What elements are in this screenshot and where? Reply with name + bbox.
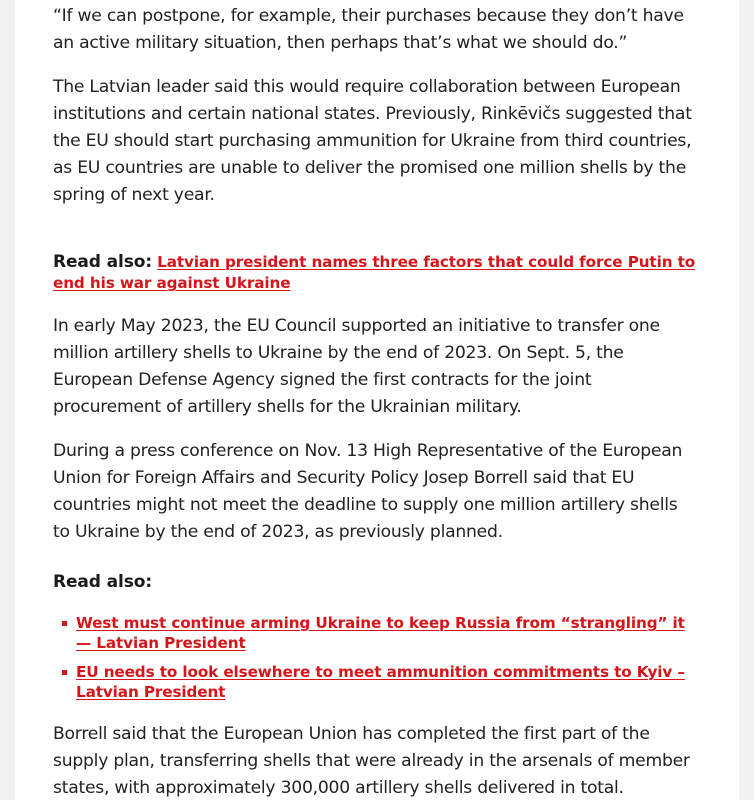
read-also-label: Read also: [53,252,153,272]
list-item [53,613,699,653]
read-also-block-1 [53,252,699,294]
read-also-link-west-arming[interactable]: West must continue arming Ukraine to keep Russia from “strangling” it — Latvian President [76,614,685,652]
read-also-label: Read also: [53,572,153,592]
read-also-link-eu-ammunition[interactable]: EU needs to look elsewhere to meet ammunition commitments to Kyiv – Latvian President [76,663,685,701]
article-body [15,0,739,800]
read-also-list [53,613,699,711]
bullet-square-icon [62,621,67,626]
paragraph-eu-council: In early May 2023, the EU Council supported an initiative to transfer one million artillery shells to Ukraine by the end of 2023. On Sept. 5, the European Defense Agency signed the first contracts for the joint procurement of artillery shells for the Ukrainian military. [53,316,660,417]
paragraph-borrell-press: During a press conference on Nov. 13 High Representative of the European Union for Foreign Affairs and Security Policy Josep Borrell said that EU countries might not meet the deadline to supply one million artillery shells to Ukraine by the end of 2023, as previously planned. [53,441,683,542]
list-item [53,662,699,702]
paragraph-supply-plan: Borrell said that the European Union has completed the first part of the supply plan, transferring shells that were already in the arsenals of member states, with approximately 300,000 artillery shells delivered in total. [53,724,690,798]
quote-paragraph: “If we can postpone, for example, their purchases because they don’t have an active military situation, then perhaps that’s what we should do.” [53,6,684,53]
read-also-block-2 [53,572,699,593]
bullet-square-icon [62,670,67,675]
read-also-link-putin-factors[interactable]: Latvian president names three factors that could force Putin to end his war against Ukraine [53,253,696,292]
paragraph-latvian-leader: The Latvian leader said this would require collaboration between European institutions and certain national states. Previously, Rinkēvičs suggested that the EU should start purchasing ammunition for Ukraine from third countries, as EU countries are unable to deliver the promised one million shells by the spring of next year. [53,77,692,205]
